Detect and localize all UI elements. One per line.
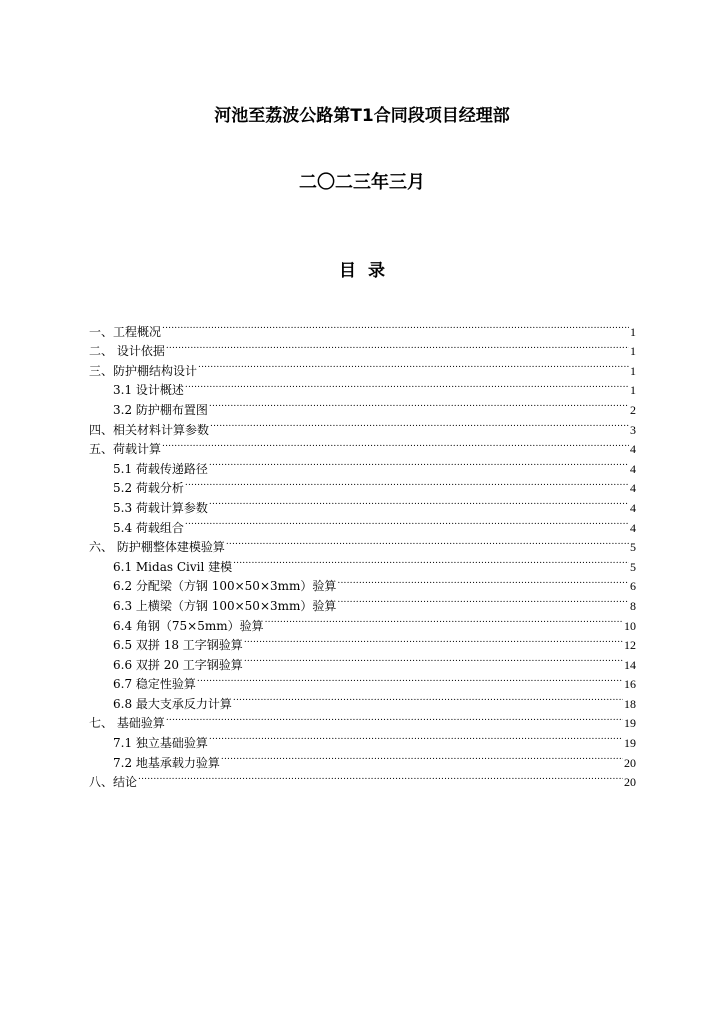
toc-entry-label: 四、相关材料计算参数 bbox=[89, 422, 210, 437]
toc-entry-label: 3.1 设计概述 bbox=[113, 383, 184, 398]
toc-entry[interactable] bbox=[89, 355, 636, 378]
table-of-contents bbox=[89, 316, 636, 790]
toc-leader-dots bbox=[185, 375, 629, 395]
toc-entry-label: 6.1 Midas Civil 建模 bbox=[113, 559, 233, 574]
toc-entry-page-number: 19 bbox=[624, 736, 636, 751]
toc-leader-dots bbox=[198, 355, 629, 375]
toc-leader-dots bbox=[209, 453, 629, 473]
toc-entry-label: 5.3 荷载计算参数 bbox=[113, 500, 208, 515]
toc-entry-page-number: 1 bbox=[630, 383, 636, 398]
toc-leader-dots bbox=[185, 512, 629, 532]
toc-entry-label: 6.7 稳定性验算 bbox=[113, 677, 196, 692]
toc-leader-dots bbox=[138, 767, 623, 787]
toc-entry-page-number: 12 bbox=[624, 638, 636, 653]
toc-leader-dots bbox=[265, 610, 623, 630]
toc-entry-label: 六、 防护棚整体建模验算 bbox=[89, 540, 225, 555]
toc-entry-label: 二、 设计依据 bbox=[89, 344, 165, 359]
toc-entry[interactable] bbox=[89, 336, 636, 359]
toc-entry-page-number: 5 bbox=[630, 540, 636, 555]
toc-entry-page-number: 8 bbox=[630, 598, 636, 613]
toc-entry-label: 6.3 上横梁（方钢 100×50×3mm）验算 bbox=[113, 598, 337, 613]
toc-entry-label: 5.2 荷载分析 bbox=[113, 481, 184, 496]
toc-entry-label: 3.2 防护棚布置图 bbox=[113, 402, 208, 417]
toc-entry-label: 6.4 角钢（75×5mm）验算 bbox=[113, 618, 264, 633]
toc-entry-page-number: 3 bbox=[630, 422, 636, 437]
toc-entry-page-number: 1 bbox=[630, 344, 636, 359]
toc-entry-label: 7.1 独立基础验算 bbox=[113, 736, 208, 751]
toc-entry[interactable] bbox=[89, 434, 636, 457]
toc-leader-dots bbox=[197, 669, 623, 689]
toc-entry-page-number: 14 bbox=[624, 657, 636, 672]
toc-entry-page-number: 4 bbox=[630, 442, 636, 457]
toc-entry-label: 五、荷载计算 bbox=[89, 442, 162, 457]
toc-leader-dots bbox=[244, 630, 623, 650]
toc-entry-page-number: 16 bbox=[624, 677, 636, 692]
toc-entry[interactable] bbox=[89, 767, 636, 790]
toc-entry-page-number: 18 bbox=[624, 696, 636, 711]
toc-entry-label: 八、结论 bbox=[89, 775, 138, 790]
toc-leader-dots bbox=[221, 747, 623, 767]
toc-entry-label: 6.2 分配梁（方钢 100×50×3mm）验算 bbox=[113, 579, 337, 594]
toc-entry-label: 6.6 双拼 20 工字钢验算 bbox=[113, 657, 243, 672]
toc-entry-page-number: 1 bbox=[630, 324, 636, 339]
toc-leader-dots bbox=[166, 708, 623, 728]
toc-leader-dots bbox=[162, 316, 629, 336]
toc-leader-dots bbox=[337, 571, 629, 591]
toc-leader-dots bbox=[185, 473, 629, 493]
organization-title: 河池至荔波公路第T1合同段项目经理部 bbox=[214, 106, 510, 126]
toc-entry-page-number: 5 bbox=[630, 559, 636, 574]
toc-leader-dots bbox=[209, 394, 629, 414]
toc-entry-page-number: 10 bbox=[624, 618, 636, 633]
toc-leader-dots bbox=[210, 414, 629, 434]
toc-leader-dots bbox=[337, 590, 629, 610]
toc-entry-label: 6.5 双拼 18 工字钢验算 bbox=[113, 638, 243, 653]
document-date: 二〇二三年三月 bbox=[299, 172, 425, 193]
toc-leader-dots bbox=[233, 688, 623, 708]
toc-entry-page-number: 19 bbox=[624, 716, 636, 731]
toc-entry-label: 一、工程概况 bbox=[89, 324, 162, 339]
toc-entry-page-number: 4 bbox=[630, 481, 636, 496]
toc-leader-dots bbox=[233, 551, 629, 571]
toc-entry-label: 7.2 地基承载力验算 bbox=[113, 755, 220, 770]
toc-entry-label: 5.1 荷载传递路径 bbox=[113, 461, 208, 476]
toc-leader-dots bbox=[226, 532, 629, 552]
toc-entry[interactable] bbox=[89, 453, 636, 476]
toc-entry[interactable] bbox=[89, 316, 636, 339]
toc-heading: 目录 bbox=[339, 261, 397, 281]
toc-entry-label: 6.8 最大支承反力计算 bbox=[113, 696, 232, 711]
toc-entry-page-number: 2 bbox=[630, 402, 636, 417]
toc-leader-dots bbox=[162, 434, 629, 454]
toc-entry-label: 三、防护棚结构设计 bbox=[89, 363, 198, 378]
toc-entry-page-number: 4 bbox=[630, 500, 636, 515]
toc-entry-page-number: 4 bbox=[630, 520, 636, 535]
toc-leader-dots bbox=[166, 336, 629, 356]
toc-entry-page-number: 20 bbox=[624, 755, 636, 770]
toc-entry[interactable] bbox=[89, 708, 636, 731]
toc-entry[interactable] bbox=[89, 727, 636, 751]
toc-entry-page-number: 1 bbox=[630, 363, 636, 378]
toc-entry-page-number: 6 bbox=[630, 579, 636, 594]
toc-entry-label: 七、 基础验算 bbox=[89, 716, 165, 731]
toc-entry-page-number: 20 bbox=[624, 775, 636, 790]
toc-entry-page-number: 4 bbox=[630, 461, 636, 476]
toc-leader-dots bbox=[209, 492, 629, 512]
toc-leader-dots bbox=[209, 727, 623, 747]
toc-leader-dots bbox=[244, 649, 623, 669]
toc-entry-label: 5.4 荷载组合 bbox=[113, 520, 184, 535]
